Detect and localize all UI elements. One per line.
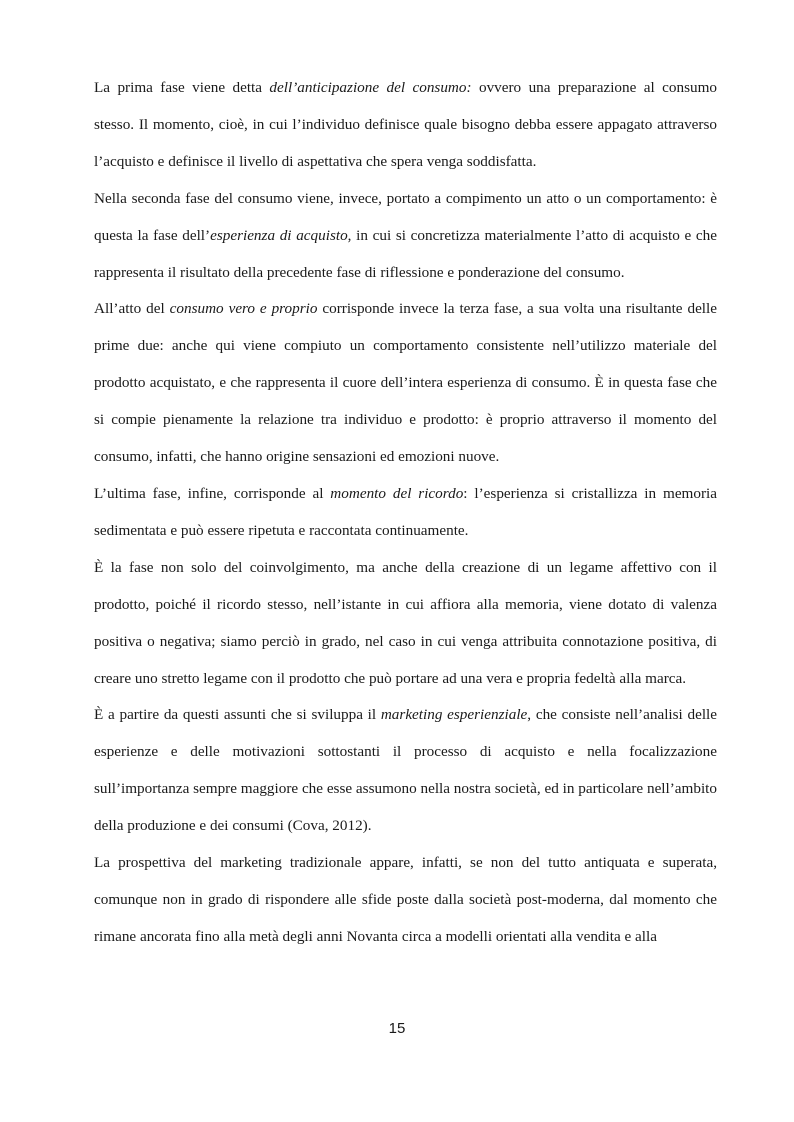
paragraph-text: ovvero una preparazione al consumo stesso. Il momento, cioè, in cui l’individuo definisce quale bisogno debba essere appagato attraverso l’acquisto e definisce il livello di aspettativa che spera venga soddisfatta.: [94, 79, 717, 170]
paragraph-momento-ricordo: [94, 476, 717, 550]
italic-term: consumo vero e proprio: [169, 300, 318, 318]
paragraph-text: L’ultima fase, infine, corrisponde al: [94, 484, 331, 502]
italic-term: dell’anticipazione del consumo:: [269, 79, 472, 96]
paragraph-text: corrisponde invece la terza fase, a sua volta una risultante delle prime due: anche qui viene compiuto un comportamento consistente nell’utilizzo materiale del prodotto acquistato, e che rappresenta il cuore dell’intera esperienza di consumo. È in questa fase che si compie pienamente la relazione tra individuo e prodotto: è proprio attraverso il momento del consumo, infatti, che hanno origine sensazioni ed emozioni nuove.: [94, 300, 717, 466]
paragraph-consumo-vero: [94, 291, 717, 476]
paragraph-text: La prima fase viene detta: [94, 79, 270, 96]
paragraph-text: È a partire da questi assunti che si sviluppa il: [94, 706, 381, 724]
paragraph-text: La prospettiva del marketing tradizionale appare, infatti, se non del tutto antiquata e superata, comunque non in grado di rispondere alle sfide poste dalla società post-moderna, dal momento che rimane ancorata fino alla metà degli anni Novanta circa a modelli orientati alla vendita e alla: [94, 854, 717, 945]
italic-term: marketing esperienziale: [380, 706, 528, 724]
paragraph-text: : l’esperienza si cristallizza in memoria sedimentata e può essere ripetuta e raccontata continuamente.: [94, 484, 717, 539]
page-number: 15: [388, 1020, 406, 1037]
paragraph-text: , in cui si concretizza materialmente l’atto di acquisto e che rappresenta il risultato della precedente fase di riflessione e ponderazione del consumo.: [94, 226, 718, 281]
paragraph-text: All’atto del: [94, 300, 170, 318]
paragraph-marketing-esperienziale: [94, 697, 717, 845]
paragraph-marketing-tradizionale: [94, 845, 717, 956]
paragraph-text: , che consiste nell’analisi delle esperienze e delle motivazioni sottostanti il processo di acquisto e nella focalizzazione sull’importanza sempre maggiore che esse assumono nella nostra società, ed in particolare nell’ambito della produzione e dei consumi (Cova, 2012).: [94, 706, 718, 835]
body-text: [94, 70, 717, 956]
paragraph-text: Nella seconda fase del consumo viene, invece, portato a compimento un atto o un comportamento: è questa la fase dell’: [94, 189, 717, 244]
paragraph-anticipazione: [94, 70, 717, 181]
paragraph-coinvolgimento: [94, 550, 717, 698]
italic-term: esperienza di acquisto: [210, 226, 348, 244]
paragraph-text: È la fase non solo del coinvolgimento, ma anche della creazione di un legame affettivo con il prodotto, poiché il ricordo stesso, nell’istante in cui affiora alla memoria, viene dotato di valenza positiva o negativa; siamo perciò in grado, nel caso in cui venga attribuita connotazione positiva, di creare uno stretto legame con il prodotto che può portare ad una vera e propria fedeltà alla marca.: [94, 558, 717, 687]
italic-term: momento del ricordo: [330, 484, 464, 502]
paragraph-esperienza-acquisto: [94, 181, 717, 292]
